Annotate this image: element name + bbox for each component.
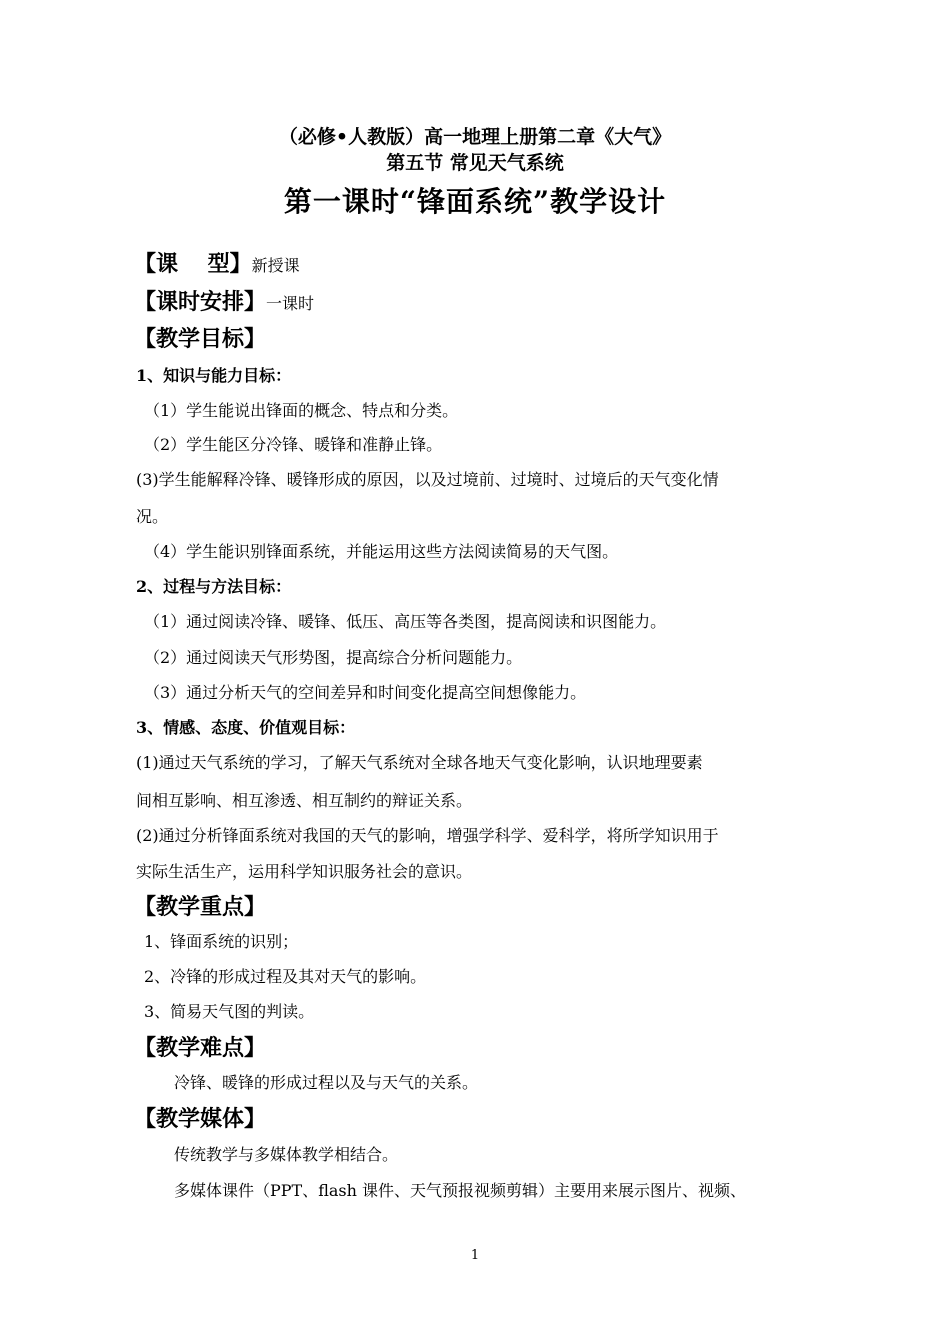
media-item: 多媒体课件（PPT、flash 课件、天气预报视频剪辑）主要用来展示图片、视频、 [174,1181,747,1200]
goal1-item: （2）学生能区分冷锋、暖锋和准静止锋。 [144,435,443,454]
doc-title: 第一课时“锋面系统”教学设计 [283,185,667,218]
difficulty-item: 冷锋、暖锋的形成过程以及与天气的关系。 [174,1073,479,1092]
key-point-item: 2、冷锋的形成过程及其对天气的影响。 [144,967,427,986]
goal3-item: 间相互影响、相互渗透、相互制约的辩证关系。 [136,791,473,810]
goal3-item: (2)通过分析锋面系统对我国的天气的影响，增强学科学、爱科学，将所学知识用于 [136,826,719,845]
difficulties-heading: 【教学难点】 [134,1035,267,1061]
goal2-item: （1）通过阅读冷锋、暖锋、低压、高压等各类图，提高阅读和识图能力。 [144,612,667,631]
doc-header-line1: （必修•人教版）高一地理上册第二章《大气》 [278,126,672,148]
goal3-item: 实际生活生产，运用科学知识服务社会的意识。 [136,862,473,881]
goal1-heading: 1、知识与能力目标： [136,366,292,385]
page-number: 1 [470,1248,480,1263]
key-points-heading: 【教学重点】 [134,894,267,920]
goal2-item: （2）通过阅读天气形势图，提高综合分析问题能力。 [144,648,523,667]
course-type-label: 【课 型】 [134,251,252,277]
media-heading: 【教学媒体】 [134,1106,267,1132]
goal3-heading: 3、情感、态度、价值观目标： [136,718,356,737]
media-item: 传统教学与多媒体教学相结合。 [174,1145,399,1164]
goal3-item: (1)通过天气系统的学习，了解天气系统对全球各地天气变化影响，认识地理要素 [136,753,703,772]
goal1-item: (3)学生能解释冷锋、暖锋形成的原因，以及过境前、过境时、过境后的天气变化情 [136,470,719,489]
key-point-item: 1、锋面系统的识别； [144,932,299,951]
key-point-item: 3、简易天气图的判读。 [144,1002,315,1021]
schedule-value: 一课时 [266,294,315,313]
schedule-row [134,285,314,316]
goal1-item: 况。 [136,507,169,526]
goal1-item: （4）学生能识别锋面系统，并能运用这些方法阅读简易的天气图。 [144,542,619,561]
goal1-item: （1）学生能说出锋面的概念、特点和分类。 [144,401,459,420]
goals-heading: 【教学目标】 [134,326,267,352]
doc-header-line2: 第五节 常见天气系统 [386,152,564,174]
schedule-label: 【课时安排】 [134,289,267,315]
course-type-value: 新授课 [251,256,300,275]
course-type-row [134,247,300,278]
goal2-item: （3）通过分析天气的空间差异和时间变化提高空间想像能力。 [144,683,587,702]
goal2-heading: 2、过程与方法目标： [136,577,292,596]
